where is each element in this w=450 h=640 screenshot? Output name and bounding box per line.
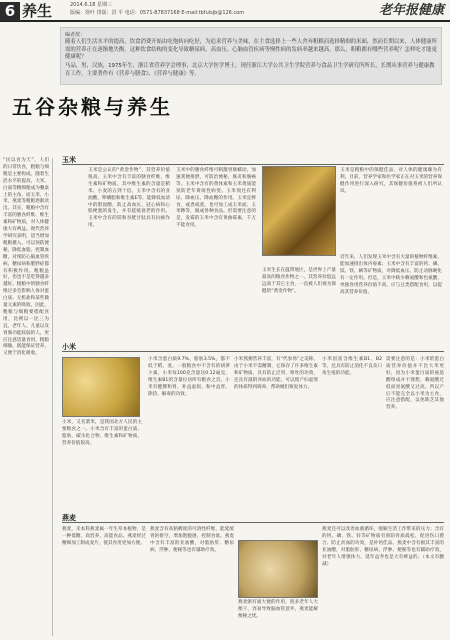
- millet-photo: [62, 357, 140, 417]
- editor-info: 版编：徐叶 排版：洪 平 电话：0571-87837168 E-mail:tbfulsjb@126.com: [70, 10, 245, 16]
- section-heading-millet: 小米: [62, 343, 444, 352]
- article-title: 五谷杂粮与养生: [12, 95, 173, 119]
- oat-photo: [238, 540, 318, 598]
- millet-text-1: 小米，又名粟米，是我国北方人民的主要粮食之一。小米含有丰富的蛋白质、脂肪、碳水化合物、维生素和矿物质，营养价值很高。: [62, 420, 142, 446]
- millet-text-2: 小米含蛋白质9.7%、脂肪3.5%，都不低于稻、麦。一般粮食中不含有的胡萝卜素，小米每100克含量达0.12毫克，维生素B1的含量位居所有粮食之首。小米有健脾和胃、补益虚损、和中益肾、除热、解毒的功效。: [148, 357, 230, 397]
- oat-text-1: 燕麦，禾本科燕麦属一年生草本植物，是一种低糖、高营养、高能食品。燕麦经过精细加工制成麦片，使其食用更加方便。: [62, 527, 146, 546]
- millet-text-3: 小米熬粥营养丰富，有“代参汤”之美称。由于小米不需精制，它保存了许多维生素和矿物质，具有防止泛胃、呕吐的功效，还具有滋阴养血的功能，可以使产妇虚寒的体质得到调养，帮助她们恢复体力。: [234, 357, 318, 390]
- expert-bio: 马品，男，汉族，1975年生，浙江省营养学会理事，北京大学医学博士，现任浙江大学公共卫生学院营养与食品卫生学研究所所长，长期从事营养与健康教育工作，主要著作有《营养与膳食》、《营养与健康》等。: [65, 63, 435, 77]
- editor-note-label: 编者按：: [65, 32, 86, 38]
- corn-text-3: 近年来，人们发现玉米中含有大量的植物纤维素，能加速排出体内毒素；玉米中含有丰富的钙、磷、镁、铁、硒等矿物质，对降低血压、防止动脉硬化有一定作用。但是，玉米中缺少赖氨酸和色氨酸，单独食用营养价值不高，应与豆类搭配食用，以提高其营养价值。: [340, 255, 442, 295]
- section-title: 养生: [22, 2, 53, 20]
- oat-text-2: 燕麦含有高粘稠度的可溶性纤维，能延缓胃的排空，增加饱腹感，控制食欲。燕麦中含有丰富的亚油酸，对脂肪肝、糖尿病、浮肿、便秘等也有辅助疗效。: [150, 527, 234, 553]
- corn-text-4: 玉米是粗粮中的保健佳品，对人体的健康颇为有利。目前，营养学家和医学家正在对玉米的营养保健作用进行深入研究，其保健价值将被人们所认识。: [340, 168, 442, 194]
- page-header: [0, 0, 450, 22]
- editor-note-text: 随着人们生活水平的提高，饮食消费开始由吃饱转向吃好，为追求营养与美味，在主食选择上一些人舍弃粗粮而选择精细的米面，然而长期以来，人体健康所需的营养正在逐渐地失衡。这种饮食结构的变化导致糖尿病、高血压、心脑血管疾病等慢性病的发病率越来越高。那么，粗粮都有哪些营养呢？怎样吃才能更健康呢？: [65, 39, 437, 61]
- section-heading-corn: 玉米: [62, 156, 444, 165]
- section-heading-oat: 燕麦: [62, 514, 444, 523]
- corn-text-1: 玉米是公认的“黄金作物”，其营养价值很高。玉米中含有丰富的膳食纤维、维生素和矿物质，其中维生素的含量是稻米、小麦的五到十倍。玉米中含有的亚油酸、卵磷脂和维生素E等，能降低血清中的胆固醇，防止高血压、冠心病和心肌梗塞的发生，并有延缓衰老的作用。玉米中含有的镁和谷胱甘肽具有抗癌作用。: [88, 168, 170, 229]
- corn-photo: [262, 166, 336, 256]
- millet-text-5: 需要注意的是：小米的蛋白质营养价值并不比大米更好，因为小米蛋白质的氨基酸组成并不理想，赖氨酸过低而亮氨酸又过高，所以产后不能完全以小米为主食，应注意搭配，以免缺乏其他营养。: [386, 357, 444, 411]
- issue-date: 2014.6.18 星期三: [70, 2, 113, 8]
- page-number: 6: [0, 2, 20, 21]
- corn-text-2: 玉米中的膳食纤维可刺激胃肠蠕动，加速粪便排泄，可防治便秘、肠炎和肠癌等。玉米中含有的黄体素和玉米黄质能预防老年黄斑性病变。玉米须还有利尿、降血压、降血糖的作用。玉米宜鲜食，或煮或蒸，也可加工成玉米面、玉米糁等，做成各种食品。但需要注意的是，发霉的玉米中含有黄曲霉素，千万不能食用。: [176, 168, 256, 229]
- corn-text-5: 玉米生长在温带地区，是世界上产量最高的粮食作物之一。其营养价值远远高于其它主食，一直被人们视为保健的“黄金作物”。: [262, 268, 336, 294]
- millet-text-4: 小米因富含维生素B1、B2等，还具有防止消化不良及口角生疮的功能。: [322, 357, 382, 376]
- oat-text-3: 燕麦粥有通大便的作用，很多老年人大便干，容易导致脑血管意外，燕麦能解便秘之忧。: [238, 600, 318, 619]
- oat-text-4: 燕麦还可以改善血液循环，缓解生活工作带来的压力；含有的钙、磷、铁、锌等矿物质有预防骨质疏松、促进伤口愈合、防止贫血的功效，是补钙佳品。燕麦中含有极其丰富的亚油酸，对脂肪肝、糖尿病、浮肿、便秘等也有辅助疗效，对老年人增强体力、延年益寿也是大有裨益的。（本文有删减）: [322, 527, 444, 567]
- left-column: [3, 158, 53, 636]
- masthead-logo: 老年报健康: [378, 3, 444, 18]
- left-column-text: “民以食为天”，人们的日常饮食，粗粮与细粮是主要构成。随着生活水平的提高，大米、白面等精细粮成为餐桌上的主角，而玉米、小米、燕麦等粗粮逐渐淡出。其实，粗粮中含有丰富的膳食纤维、维生素和矿物质，对人体健康大有裨益。现代营养学研究表明，适当增加粗粮摄入，可以预防便秘、降低血脂、控制血糖，对预防心脑血管疾病、糖尿病和肥胖症都有积极作用。粗粮虽好，但也不是吃得越多越好。粗粮中的膳食纤维过多会影响人体对蛋白质、无机盐和某些微量元素的吸收。因此，粗粮与细粮要搭配食用，比例以一比三为宜。老年人、儿童以及胃肠功能较弱的人，更应注意适量食用，粗粮细做，既能保证营养，又便于消化吸收。: [3, 158, 49, 357]
- editor-note-box: [60, 27, 442, 85]
